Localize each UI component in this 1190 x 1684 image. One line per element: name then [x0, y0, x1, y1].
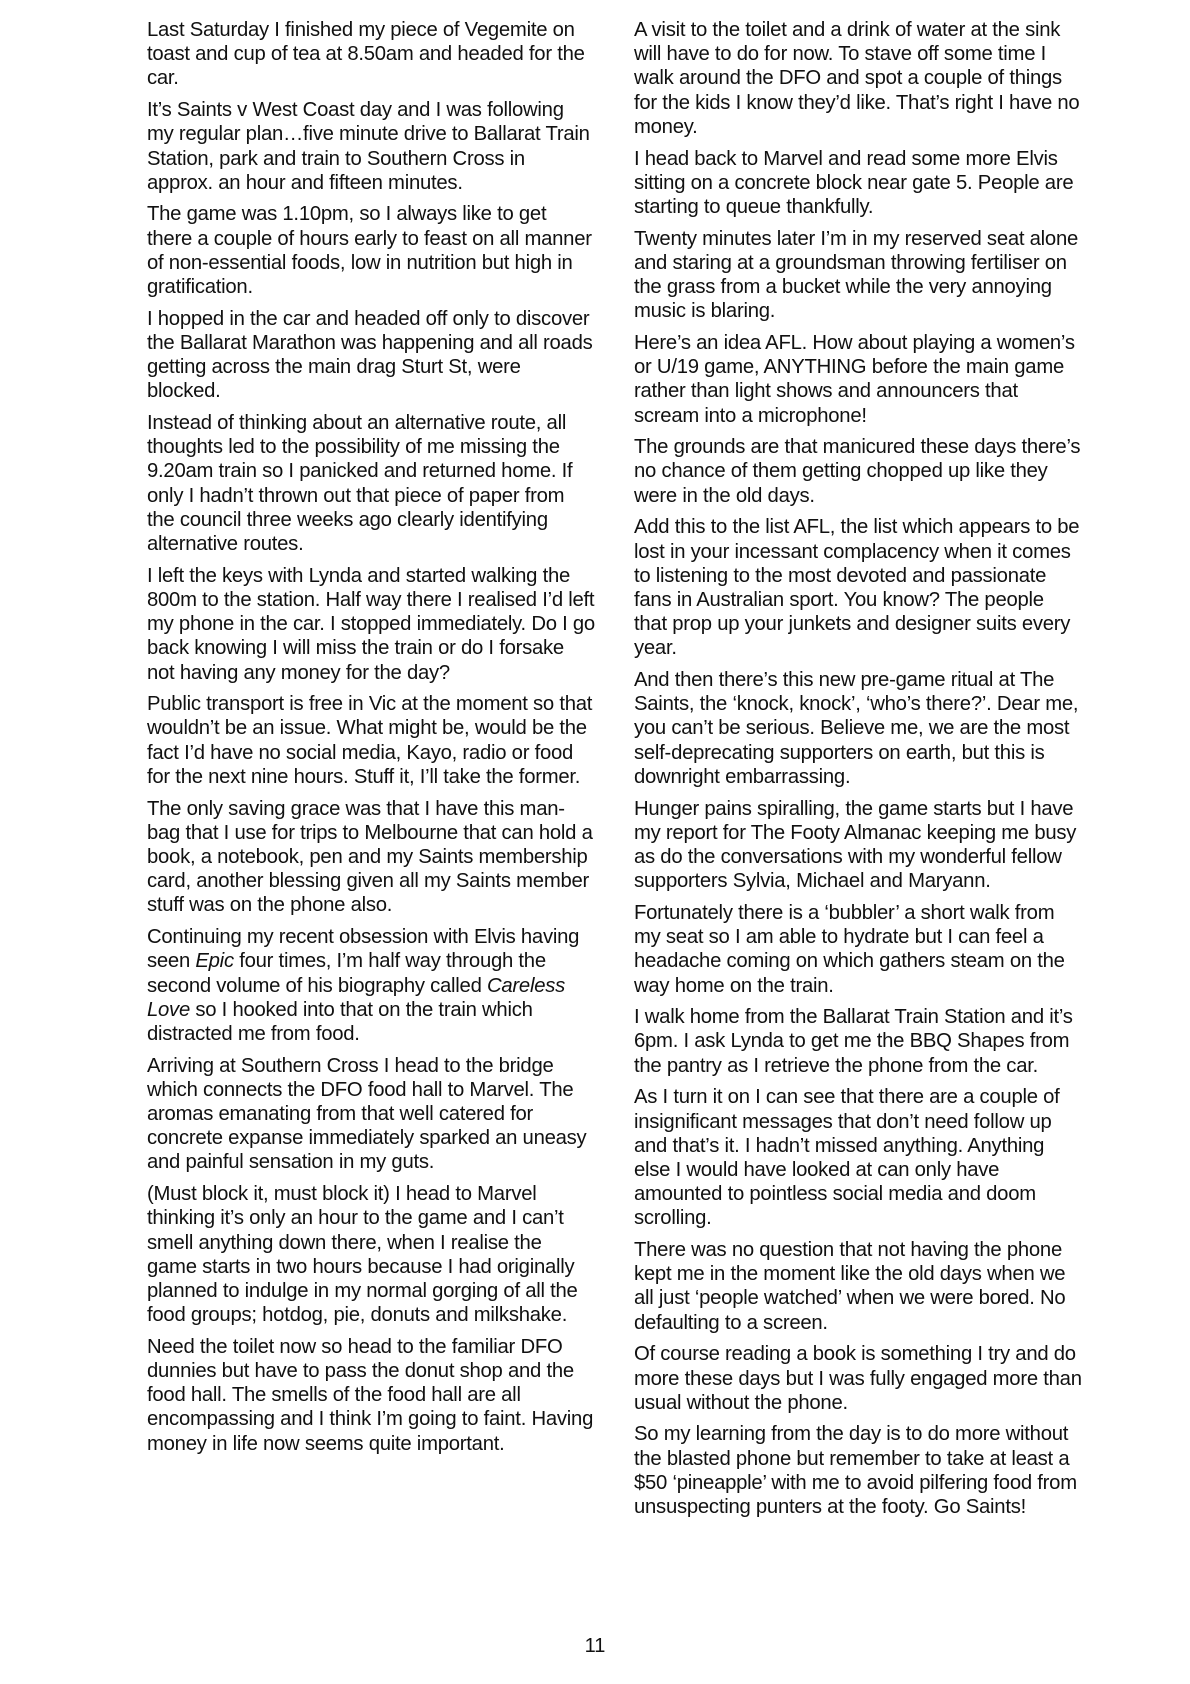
paragraph	[634, 227, 1082, 324]
text-run: Instead of thinking about an alternative route, all thoughts led to the possibility of me missing the 9.20am train so I panicked and returned home. If only I hadn’t thrown out that piece of paper from the council three weeks ago clearly identifying alternative routes.	[147, 412, 573, 556]
text-run: It’s Saints v West Coast day and I was following my regular plan…five minute drive to Ballarat Train Station, park and train to Southern Cross in approx. an hour and fifteen minutes.	[147, 99, 590, 194]
text-run: Here’s an idea AFL. How about playing a women’s or U/19 game, ANYTHING before the main game rather than light shows and announcers that scream into a microphone!	[634, 331, 1075, 427]
text-run: (Must block it, must block it) I head to Marvel thinking it’s only an hour to the game and I can’t smell anything down there, when I realise the game starts in two hours because I had originally planned to indulge in my normal gorging of all the food groups; hotdog, pie, donuts and milkshake.	[147, 1183, 578, 1327]
text-run: So my learning from the day is to do more without the blasted phone but remember to take at least a $50 ‘pineapple’ with me to avoid pilfering food from unsuspecting punters at the footy. Go Saints!	[634, 1423, 1077, 1519]
text-run: And then there’s this new pre-game ritual at The Saints, the ‘knock, knock’, ‘who’s there?’. Dear me, you can’t be serious. Believe me, we are the most self-deprecating supporters on earth, but this is downright embarrassing.	[634, 669, 1079, 788]
text-run: There was no question that not having the phone kept me in the moment like the old days when we all just ‘people watched’ when we were bored. No defaulting to a screen.	[634, 1239, 1066, 1334]
paragraph	[147, 1182, 595, 1327]
text-run: Arriving at Southern Cross I head to the bridge which connects the DFO food hall to Marvel. The aromas emanating from that well catered for concrete expanse immediately sparked an uneasy and painful sensation in my guts.	[147, 1054, 587, 1174]
text-run: four times, I’m half way through the second volume of his biography called	[147, 950, 546, 997]
paragraph	[147, 564, 595, 685]
paragraph	[634, 668, 1082, 789]
paragraph	[634, 515, 1082, 660]
text-run: Hunger pains spiralling, the game starts but I have my report for The Footy Almanac keeping me busy as do the conversations with my wonderful fellow supporters Sylvia, Michael and Maryann.	[634, 797, 1077, 893]
paragraph	[147, 411, 595, 556]
paragraph	[634, 901, 1082, 998]
text-run: The only saving grace was that I have this man-bag that I use for trips to Melbourne that can hold a book, a notebook, pen and my Saints membership card, another blessing given all my Saints member stuff was on the phone also.	[147, 797, 593, 917]
text-run: As I turn it on I can see that there are a couple of insignificant messages that don’t need follow up and that’s it. I hadn’t missed anything. Anything else I would have looked at can only have amounted to pointless social media and doom scrolling.	[634, 1086, 1060, 1230]
text-run: Need the toilet now so head to the familiar DFO dunnies but have to pass the donut shop and the food hall. The smells of the food hall are all encompassing and I think I’m going to faint. Having money in life now seems quite important.	[147, 1335, 594, 1455]
paragraph	[147, 98, 595, 195]
paragraph	[634, 1238, 1082, 1335]
paragraph	[147, 1054, 595, 1175]
text-run: Last Saturday I finished my piece of Vegemite on toast and cup of tea at 8.50am and headed for the car.	[147, 19, 585, 90]
text-run: I head back to Marvel and read some more Elvis sitting on a concrete block near gate 5. People are starting to queue thankfully.	[634, 147, 1074, 218]
text-run: The grounds are that manicured these days there’s no chance of them getting chopped up like they were in the old days.	[634, 436, 1081, 507]
paragraph	[147, 797, 595, 918]
italic-title: Careless Love	[147, 974, 566, 1021]
text-run: The game was 1.10pm, so I always like to get there a couple of hours early to feast on all manner of non-essential foods, low in nutrition but high in gratification.	[147, 203, 592, 299]
paragraph	[147, 692, 595, 789]
paragraph	[147, 307, 595, 404]
text-run: Of course reading a book is something I try and do more these days but I was fully engaged more than usual without the phone.	[634, 1343, 1082, 1414]
paragraph	[634, 147, 1082, 220]
text-run: I hopped in the car and headed off only to discover the Ballarat Marathon was happening and all roads getting across the main drag Sturt St, were blocked.	[147, 307, 593, 403]
paragraph	[147, 1335, 595, 1456]
text-run: Public transport is free in Vic at the moment so that wouldn’t be an issue. What might be, would be the fact I’d have no social media, Kayo, radio or food for the next nine hours. Stuff it, I’ll take the former.	[147, 693, 593, 788]
page-number: 11	[584, 1635, 606, 1657]
paragraph	[634, 1085, 1082, 1230]
text-run: A visit to the toilet and a drink of water at the sink will have to do for now. To stave off some time I walk around the DFO and spot a couple of things for the kids I know they’d like. That’s right I have no money.	[634, 19, 1080, 138]
text-run: Twenty minutes later I’m in my reserved seat alone and staring at a groundsman throwing fertiliser on the grass from a bucket while the very annoying music is blaring.	[634, 227, 1079, 323]
paragraph	[634, 1005, 1082, 1078]
paragraph	[147, 925, 595, 1046]
left-column	[147, 18, 595, 1463]
text-run: Continuing my recent obsession with Elvis having seen	[147, 926, 580, 973]
paragraph	[634, 1422, 1082, 1519]
paragraph	[147, 202, 595, 299]
paragraph	[634, 18, 1082, 139]
text-run: I left the keys with Lynda and started walking the 800m to the station. Half way there I realised I’d left my phone in the car. I stopped immediately. Do I go back knowing I will miss the train or do I forsake not having any money for the day?	[147, 564, 595, 684]
italic-title: Epic	[195, 950, 234, 973]
text-run: I walk home from the Ballarat Train Station and it’s 6pm. I ask Lynda to get me the BBQ Shapes from the pantry as I retrieve the phone from the car.	[634, 1006, 1073, 1077]
text-run: Fortunately there is a ‘bubbler’ a short walk from my seat so I am able to hydrate but I can feel a headache coming on which gathers steam on the way home on the train.	[634, 901, 1065, 997]
paragraph	[634, 1342, 1082, 1415]
right-column	[634, 18, 1082, 1527]
paragraph	[147, 18, 595, 91]
paragraph	[634, 331, 1082, 428]
text-run: Add this to the list AFL, the list which appears to be lost in your incessant complacency when it comes to listening to the most devoted and passionate fans in Australian sport. You know? The people that prop up your junkets and designer suits every year.	[634, 516, 1080, 660]
paragraph	[634, 435, 1082, 508]
paragraph	[634, 797, 1082, 894]
text-run: so I hooked into that on the train which distracted me from food.	[147, 998, 533, 1045]
